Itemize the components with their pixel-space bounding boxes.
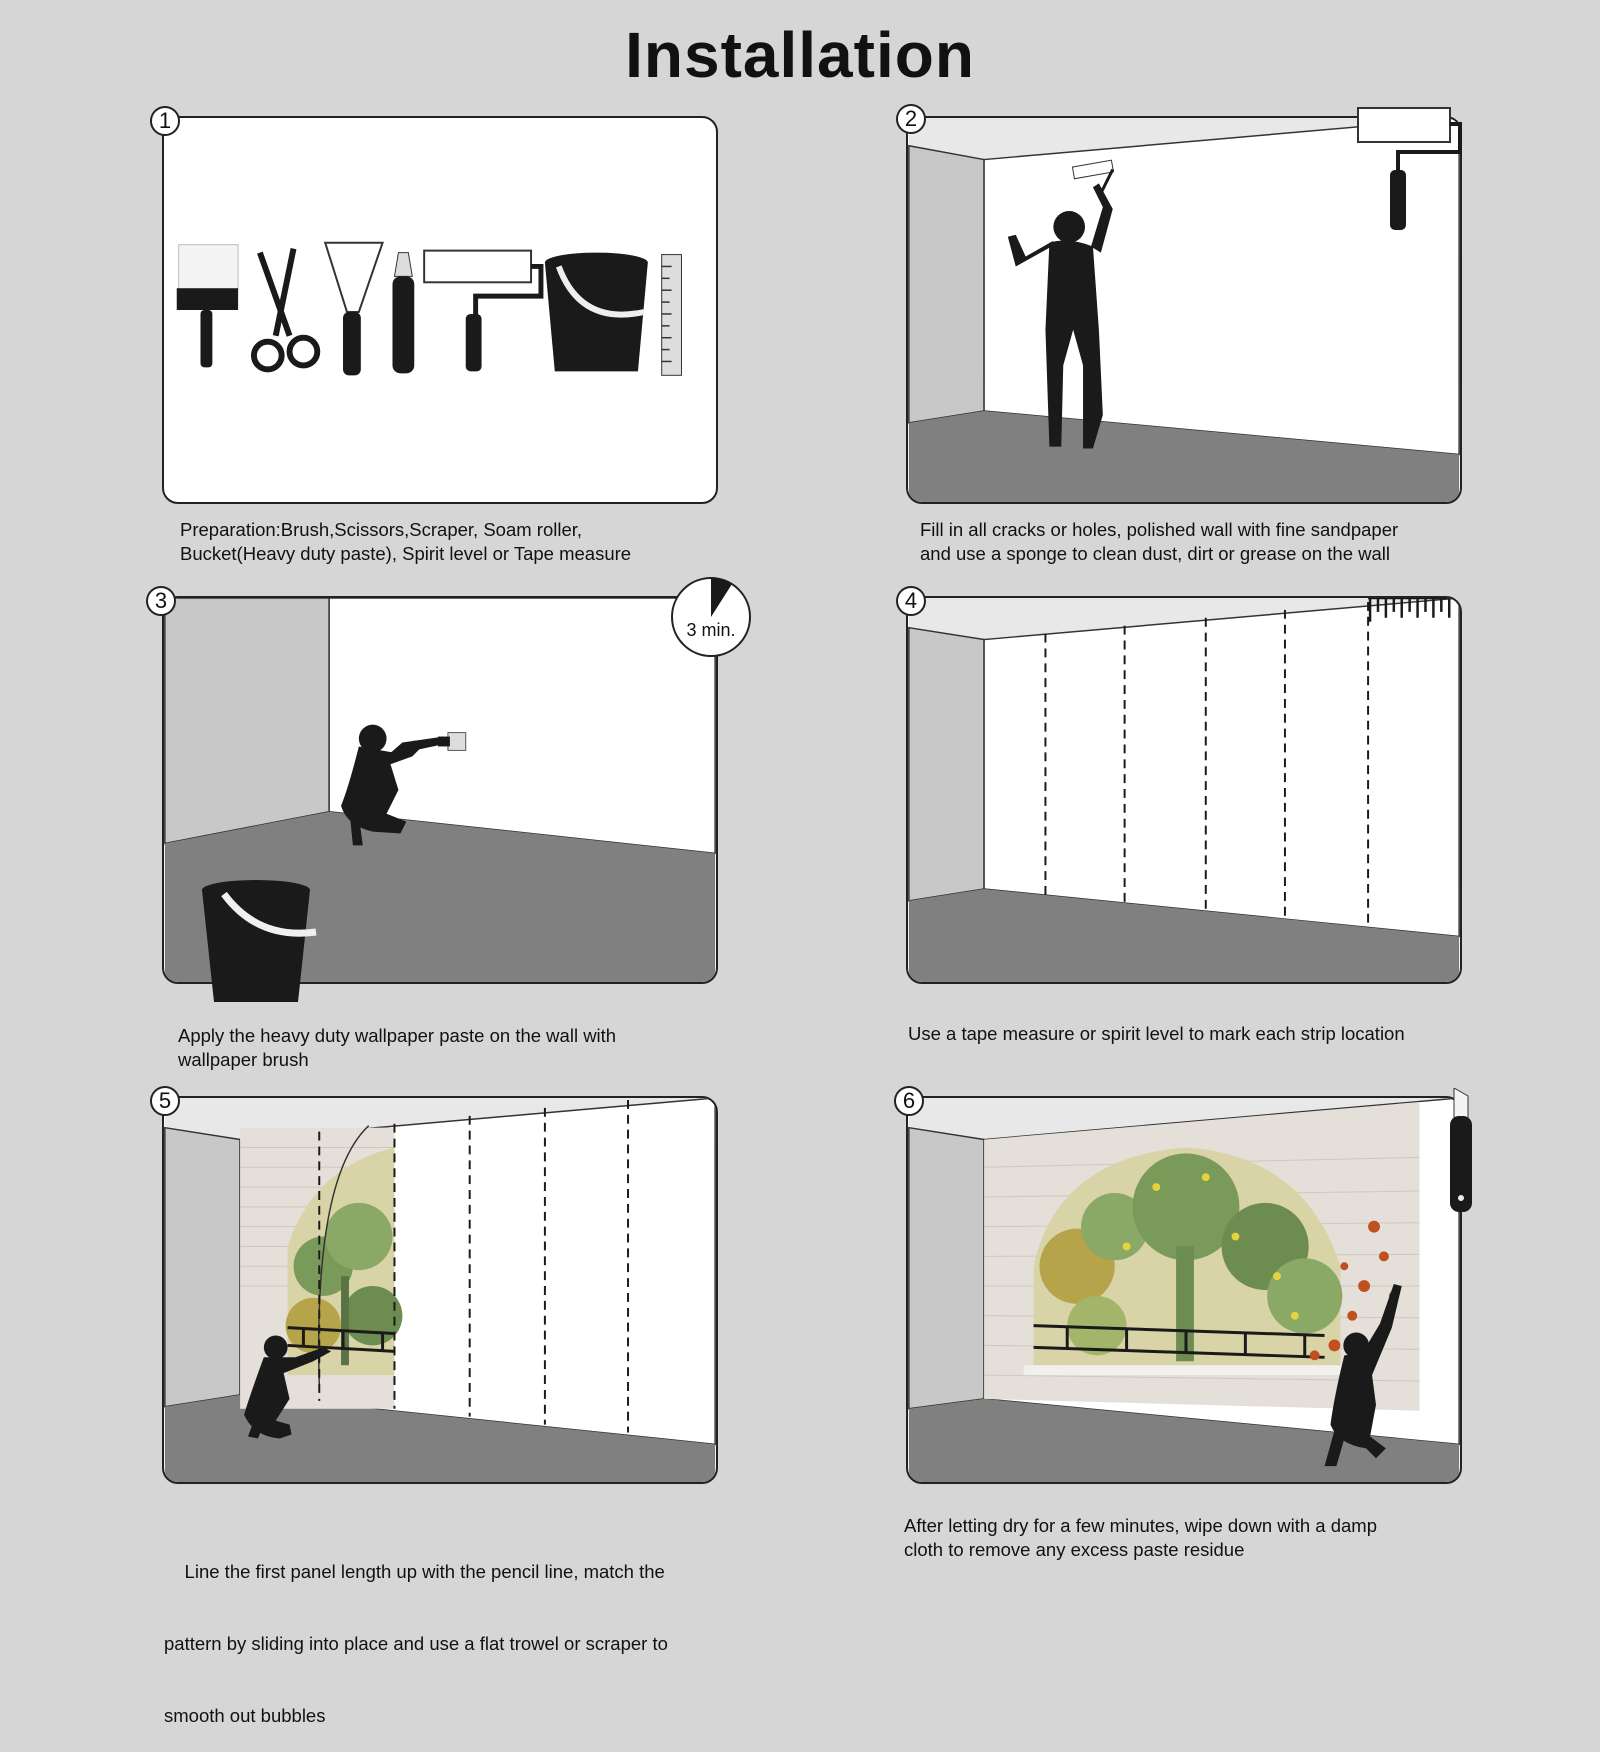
- knife-icon: [1446, 1088, 1476, 1218]
- step-5-panel: [162, 1096, 718, 1484]
- step-3-caption: Apply the heavy duty wallpaper paste on the wall with wallpaper brush: [178, 1025, 617, 1070]
- bucket-icon: [198, 876, 324, 1006]
- knife-icon: [392, 253, 414, 374]
- scissors-icon: [254, 249, 317, 370]
- timer-label: 3 min.: [686, 620, 736, 640]
- step-4-panel: [906, 596, 1462, 984]
- step-2-caption: Fill in all cracks or holes, polished wall with fine sandpaper and use a sponge to clean dust, dirt or grease on the wall: [920, 519, 1399, 564]
- paint-roller-icon: [1352, 104, 1472, 234]
- scraper-icon: [325, 243, 382, 376]
- step-3-number: 3: [146, 586, 176, 616]
- ruler-icon: [662, 255, 682, 376]
- step-2-number: 2: [896, 104, 926, 134]
- step-1-number: 1: [150, 106, 180, 136]
- paint-roller-icon: [424, 251, 541, 372]
- brush-icon: [177, 245, 238, 368]
- step-4-caption: Use a tape measure or spirit level to mark each strip location: [908, 1023, 1405, 1044]
- step-1-caption: Preparation:Brush,Scissors,Scraper, Soam roller, Bucket(Heavy duty paste), Spirit level or Tape measure: [180, 519, 632, 564]
- step-6-caption: After letting dry for a few minutes, wipe down with a damp cloth to remove any excess paste residue: [904, 1515, 1377, 1560]
- step-6-panel: [906, 1096, 1462, 1484]
- step-4-number: 4: [896, 586, 926, 616]
- step-5-caption: Line the first panel length up with the pencil line, match the pattern by sliding into place and use a flat trowel or scraper to smooth out bubbles: [164, 1561, 668, 1726]
- step-1-panel: [162, 116, 718, 504]
- step-5-number: 5: [150, 1086, 180, 1116]
- timer-icon: [670, 576, 752, 658]
- step-6-number: 6: [894, 1086, 924, 1116]
- page-title: Installation: [625, 19, 975, 91]
- bucket-icon: [545, 253, 648, 372]
